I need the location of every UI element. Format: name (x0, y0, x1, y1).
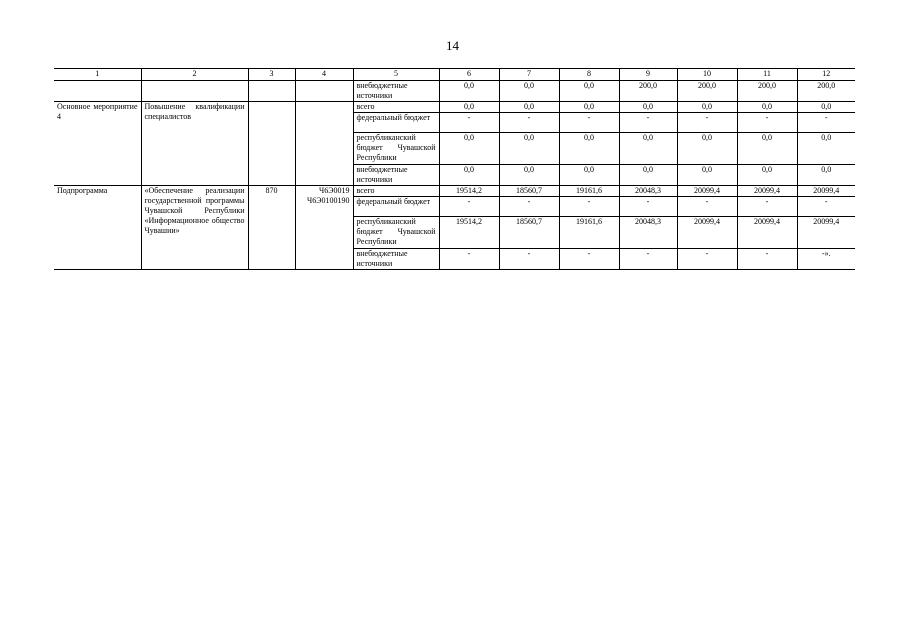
column-header: 12 (797, 69, 855, 81)
value-cell: 0,0 (737, 102, 797, 113)
budget-table (54, 68, 855, 270)
funding-source: всего (353, 102, 439, 113)
funding-source: республиканский бюджет Чувашской Республики (353, 133, 439, 165)
cell-empty (295, 102, 353, 186)
value-cell: - (677, 249, 737, 270)
value-cell: 0,0 (499, 165, 559, 186)
column-header: 10 (677, 69, 737, 81)
funding-source: внебюджетные источники (353, 165, 439, 186)
value-cell: 19514,2 (439, 217, 499, 249)
value-cell: 18560,7 (499, 217, 559, 249)
value-cell: 0,0 (737, 165, 797, 186)
value-cell: 20048,3 (619, 186, 677, 197)
value-cell: - (619, 113, 677, 133)
funding-source: федеральный бюджет (353, 197, 439, 217)
value-cell: 0,0 (499, 81, 559, 102)
value-cell: 0,0 (619, 165, 677, 186)
column-header: 11 (737, 69, 797, 81)
value-cell: 18560,7 (499, 186, 559, 197)
value-cell: 200,0 (619, 81, 677, 102)
value-cell: 20099,4 (737, 217, 797, 249)
value-cell: - (677, 197, 737, 217)
page-number: 14 (446, 38, 459, 53)
cell-empty (295, 81, 353, 102)
classifier-line: Ч6Э0019 (319, 186, 350, 195)
value-cell: - (619, 197, 677, 217)
value-cell: - (499, 249, 559, 270)
value-cell: 19161,6 (559, 186, 619, 197)
value-cell: 20099,4 (677, 186, 737, 197)
value-cell: - (797, 197, 855, 217)
funding-source: внебюджетные источники (353, 81, 439, 102)
value-cell: 0,0 (499, 102, 559, 113)
column-header: 7 (499, 69, 559, 81)
funding-source: всего (353, 186, 439, 197)
table-row (54, 186, 855, 197)
subprogram-label: Подпрограмма (54, 186, 141, 270)
value-cell: 200,0 (737, 81, 797, 102)
column-header: 8 (559, 69, 619, 81)
value-cell: - (737, 249, 797, 270)
value-cell: 20099,4 (677, 217, 737, 249)
value-cell: - (439, 113, 499, 133)
value-cell: 0,0 (677, 133, 737, 165)
header-row (54, 69, 855, 81)
value-cell: - (499, 113, 559, 133)
cell-empty (54, 81, 141, 102)
table-row (54, 102, 855, 113)
value-cell: 0,0 (737, 133, 797, 165)
value-cell: 19161,6 (559, 217, 619, 249)
value-cell: 0,0 (619, 102, 677, 113)
value-cell: 0,0 (559, 102, 619, 113)
activity-description: Повышение квалификации специалистов (141, 102, 248, 186)
value-cell: 0,0 (797, 133, 855, 165)
value-cell: 0,0 (559, 133, 619, 165)
table-row (54, 81, 855, 102)
value-cell: 0,0 (439, 165, 499, 186)
value-cell: 0,0 (499, 133, 559, 165)
value-cell: - (737, 197, 797, 217)
value-cell: - (677, 113, 737, 133)
column-header: 4 (295, 69, 353, 81)
column-header: 6 (439, 69, 499, 81)
column-header: 9 (619, 69, 677, 81)
value-cell: 0,0 (439, 81, 499, 102)
column-header: 2 (141, 69, 248, 81)
value-cell: 0,0 (439, 133, 499, 165)
value-cell: 0,0 (677, 102, 737, 113)
value-cell: 0,0 (797, 165, 855, 186)
cell-empty (248, 81, 295, 102)
column-header: 3 (248, 69, 295, 81)
value-cell: 20048,3 (619, 217, 677, 249)
subprogram-classifier (295, 186, 353, 270)
value-cell: - (559, 197, 619, 217)
funding-source: республиканский бюджет Чувашской Республики (353, 217, 439, 249)
value-cell: -». (797, 249, 855, 270)
value-cell: - (439, 197, 499, 217)
subprogram-description: «Обеспечение реализации государственной программы Чувашской Республики «Информационное общество Чувашии» (141, 186, 248, 270)
value-cell: 0,0 (797, 102, 855, 113)
cell-empty (248, 102, 295, 186)
cell-empty (141, 81, 248, 102)
activity-label: Основное мероприятие 4 (54, 102, 141, 186)
value-cell: 20099,4 (797, 186, 855, 197)
value-cell: 0,0 (439, 102, 499, 113)
value-cell: - (797, 113, 855, 133)
classifier-line: Ч6Э0100190 (307, 196, 350, 205)
value-cell: - (619, 249, 677, 270)
value-cell: 20099,4 (797, 217, 855, 249)
value-cell: - (559, 113, 619, 133)
value-cell: 200,0 (797, 81, 855, 102)
subprogram-code: 870 (248, 186, 295, 270)
column-header: 5 (353, 69, 439, 81)
value-cell: 20099,4 (737, 186, 797, 197)
value-cell: 0,0 (559, 165, 619, 186)
value-cell: 0,0 (619, 133, 677, 165)
value-cell: 0,0 (559, 81, 619, 102)
column-header: 1 (54, 69, 141, 81)
value-cell: - (559, 249, 619, 270)
value-cell: 200,0 (677, 81, 737, 102)
funding-source: внебюджетные источники (353, 249, 439, 270)
funding-source: федеральный бюджет (353, 113, 439, 133)
value-cell: 0,0 (677, 165, 737, 186)
value-cell: - (499, 197, 559, 217)
value-cell: - (439, 249, 499, 270)
value-cell: 19514,2 (439, 186, 499, 197)
value-cell: - (737, 113, 797, 133)
